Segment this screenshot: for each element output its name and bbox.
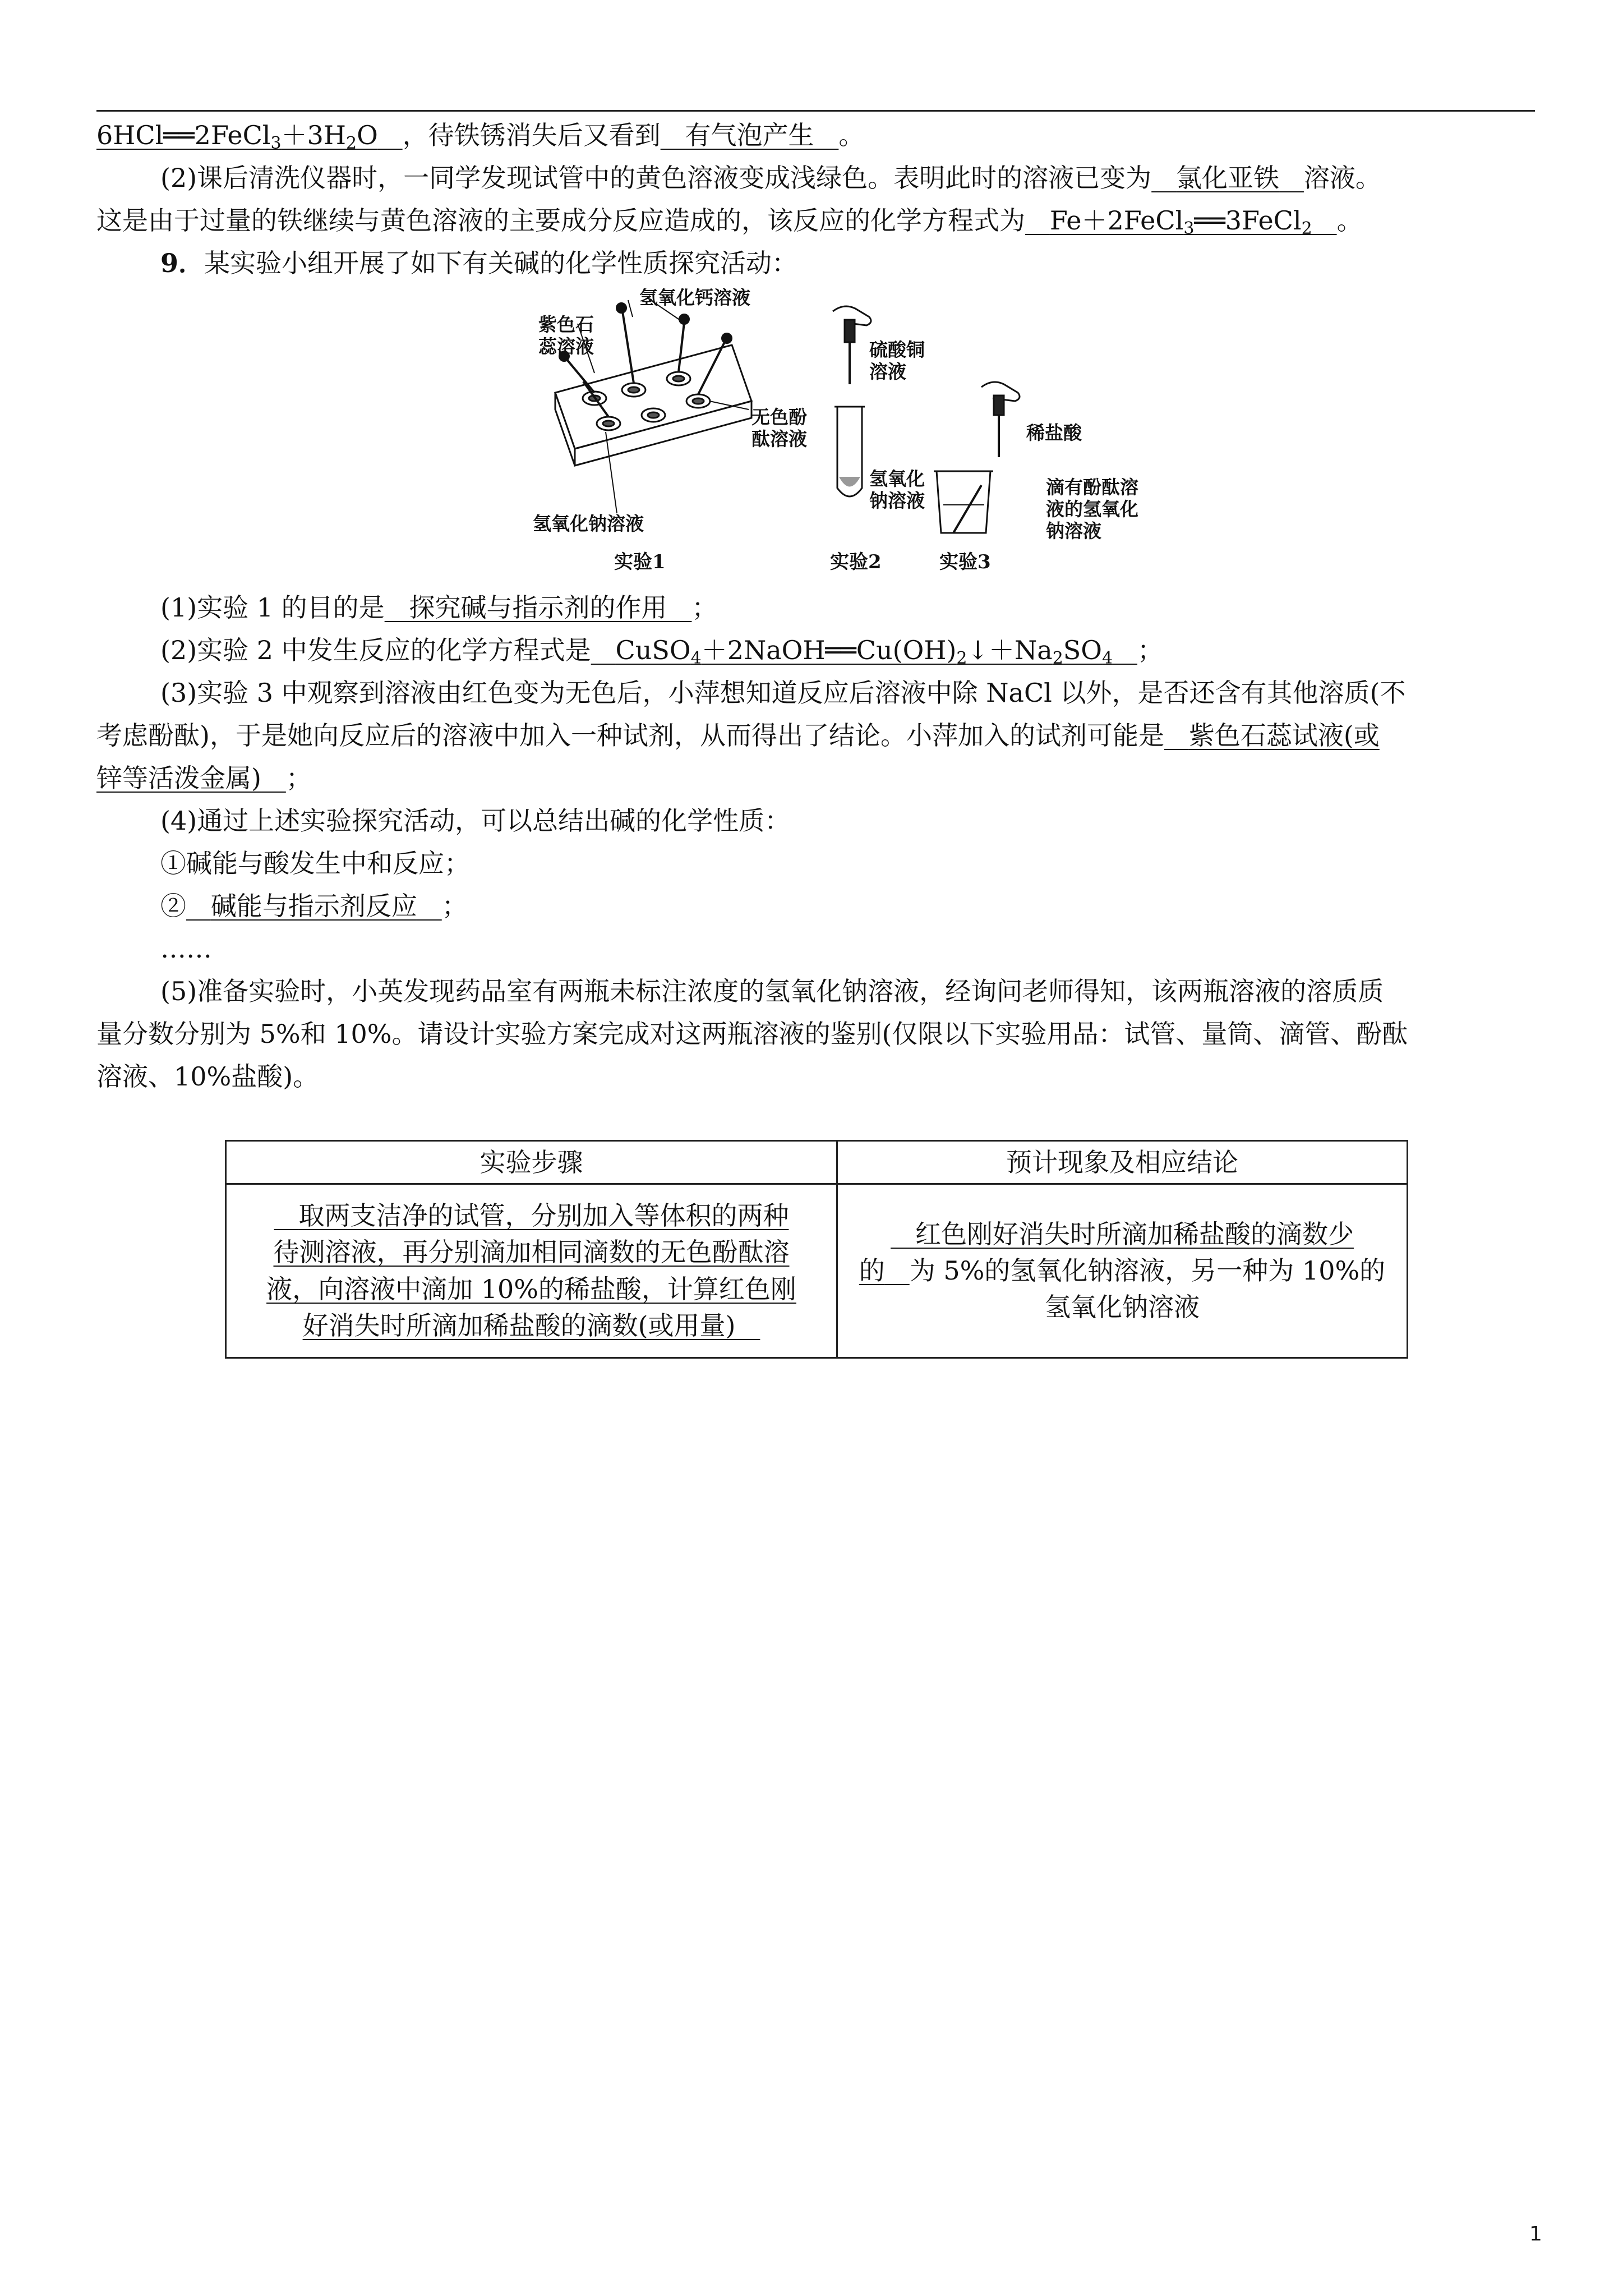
question-2-line-1: (2)课后清洗仪器时，一同学发现试管中的黄色溶液变成浅绿色。表明此时的溶液已变为 氯化亚铁 溶液。: [160, 163, 1381, 193]
sub-question-5-line-1: (5)准备实验时，小英发现药品室有两瓶未标注浓度的氢氧化钠溶液，经询问老师得知，该两瓶溶液的溶质质: [160, 976, 1384, 1006]
caption-experiment-3: 实验3: [939, 551, 991, 573]
sub-question-5-line-3: 溶液、10%盐酸)。: [96, 1061, 319, 1092]
label-copper-sulfate: 硫酸铜 溶液: [869, 339, 925, 383]
label-calcium-hydroxide: 氢氧化钙溶液: [639, 287, 750, 309]
label-litmus: 紫色石 蕊溶液: [538, 314, 594, 357]
caption-experiment-2: 实验2: [830, 551, 882, 573]
label-beaker-solution: 滴有酚酞溶 液的氢氧化 钠溶液: [1046, 476, 1138, 542]
question-2-line-2: 这是由于过量的铁继续与黄色溶液的主要成分反应造成的，该反应的化学方程式为 Fe＋2FeCl$_3$══3FeCl$_2$ 。: [96, 205, 1363, 238]
table-header-steps: 实验步骤: [226, 1141, 837, 1184]
experiment-3-apparatus: [934, 382, 1020, 533]
table-header-row: [226, 1141, 1408, 1184]
table-row: [226, 1184, 1408, 1358]
sub-question-4-ellipsis: ……: [160, 933, 212, 964]
sub-question-5-line-2: 量分数分别为 5%和 10%。请设计实验方案完成对这两瓶溶液的鉴别(仅限以下实验用品：试管、量筒、滴管、酚酞: [96, 1019, 1408, 1049]
experiment-plan-table: [225, 1140, 1408, 1359]
answer-line-1: $6HCl══2FeCl_3+3H_2O$ ，待铁锈消失后又看到 有气泡产生 。: [96, 120, 865, 153]
sub-question-4-line-1: (4)通过上述实验探究活动，可以总结出碱的化学性质：: [160, 806, 791, 836]
caption-experiment-1: 实验1: [614, 551, 666, 573]
sub-question-1: (1)实验 1 的目的是 探究碱与指示剂的作用 ；: [160, 592, 718, 623]
sub-question-3-line-1: (3)实验 3 中观察到溶液由红色变为无色后，小萍想知道反应后溶液中除 NaCl 以外，是否还含有其他溶质(不: [160, 678, 1406, 708]
page-number: 1: [1529, 2223, 1542, 2246]
table-cell-conclusion: 红色刚好消失时所滴加稀盐酸的滴数少 的 为 5%的氢氧化钠溶液，另一种为 10%的 氢氧化钠溶液: [837, 1184, 1408, 1358]
sub-question-3-line-2: 考虑酚酞)，于是她向反应后的溶液中加入一种试剂，从而得出了结论。小萍加入的试剂可能是 紫色石蕊试液(或: [96, 720, 1380, 751]
sub-question-4-line-3: ② 碱能与指示剂反应 ；: [160, 891, 468, 921]
experiment-figure: [516, 289, 1178, 581]
sub-question-4-line-2: ①碱能与酸发生中和反应；: [160, 848, 470, 878]
label-sodium-hydroxide-1: 氢氧化钠溶液: [533, 513, 644, 535]
table-cell-steps: 取两支洁净的试管，分别加入等体积的两种 待测溶液，再分别滴加相同滴数的无色酚酞溶 液，向溶液中滴加 10%的稀盐酸，计算红色刚 好消失时所滴加稀盐酸的滴数(或用量): [226, 1184, 837, 1358]
question-9-stem: 9．某实验小组开展了如下有关碱的化学性质探究活动：: [160, 248, 798, 278]
sub-question-3-line-3: 锌等活泼金属) ；: [96, 763, 312, 793]
label-phenolphthalein: 无色酚 酞溶液: [751, 406, 807, 450]
table-header-conclusion: 预计现象及相应结论: [837, 1141, 1408, 1184]
label-dilute-hcl: 稀盐酸: [1026, 422, 1082, 444]
experiment-2-apparatus: [833, 306, 871, 496]
sub-question-2: (2)实验 2 中发生反应的化学方程式是 $CuSO_4+2NaOH══Cu(OH)_2↓+Na_2SO_4$ ；: [160, 635, 1163, 668]
label-sodium-hydroxide-2: 氢氧化 钠溶液: [869, 468, 925, 512]
top-rule: [96, 110, 1535, 112]
